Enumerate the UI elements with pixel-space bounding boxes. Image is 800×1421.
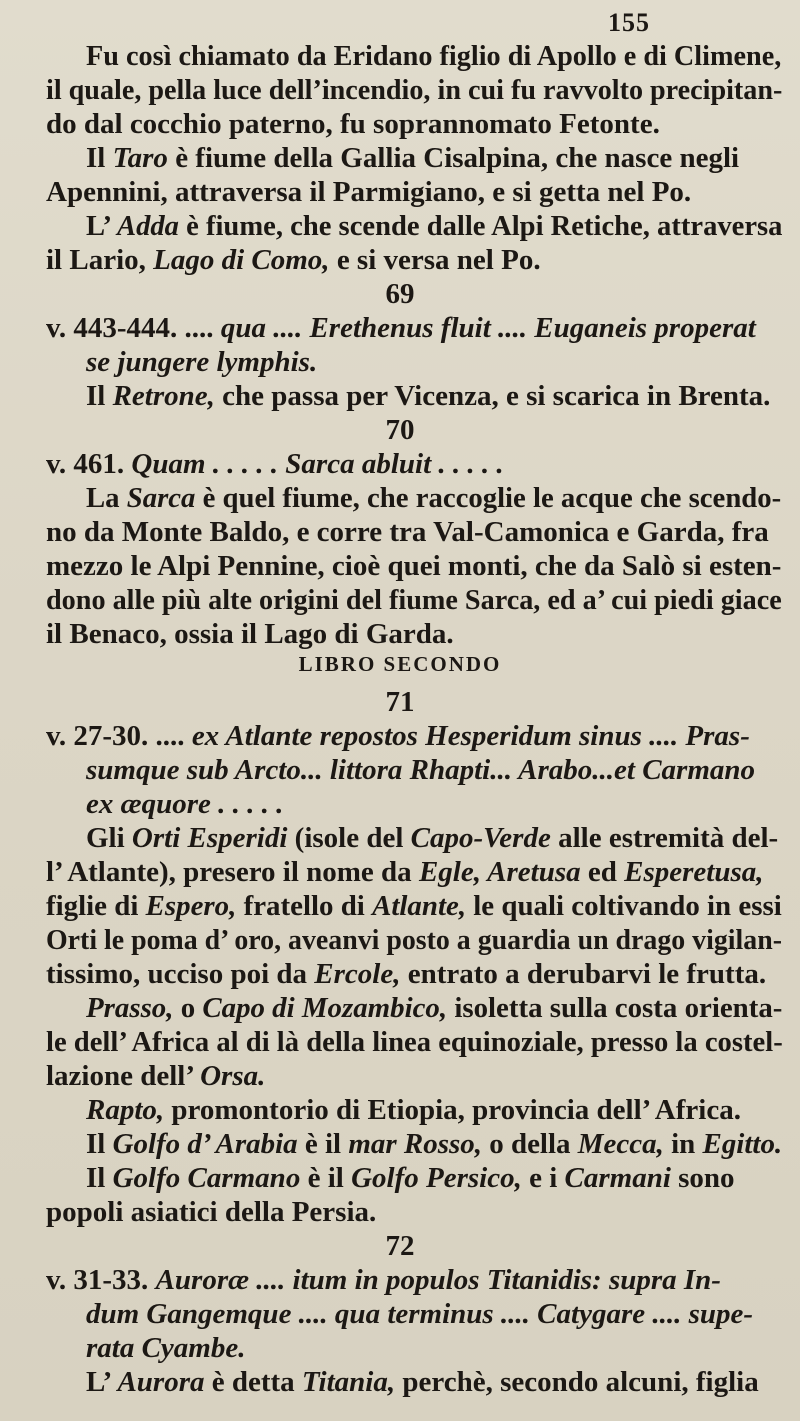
text-span: in	[663, 1128, 703, 1160]
person-name: Egle, Aretusa	[418, 856, 581, 888]
text-line	[86, 994, 782, 1023]
text-span: L’	[86, 1366, 118, 1398]
text-span: figlie di	[46, 890, 146, 922]
text-span: dono alle più alte origini del fiume Sarca, ed a’ cui piedi giace	[46, 584, 782, 616]
text-span: è quel fiume, che raccoglie le acque che scendo-	[195, 482, 782, 514]
text-span: v. 461.	[46, 448, 132, 480]
place-name: Orti Esperidi	[131, 822, 288, 854]
text-span: perchè, secondo alcuni, figlia	[395, 1366, 759, 1398]
text-span: e i	[521, 1162, 565, 1194]
verse-reference	[86, 1334, 246, 1363]
latin-quote: Quam . . . . . Sarca abluit . . . . .	[131, 448, 504, 480]
person-name: Ercole,	[314, 958, 401, 990]
text-span: 70	[385, 414, 415, 446]
text-span: Fu così chiamato da Eridano figlio di Apollo e di Climene,	[86, 40, 782, 72]
text-line	[86, 824, 778, 853]
place-name: Orsa.	[200, 1060, 266, 1092]
text-span: 69	[385, 278, 415, 310]
person-name: Espero,	[145, 890, 237, 922]
section-heading	[0, 654, 800, 675]
text-span: e si versa nel Po.	[329, 244, 541, 276]
text-line	[86, 1368, 759, 1397]
verse-reference	[86, 790, 283, 819]
text-span: ed	[580, 856, 625, 888]
text-line	[46, 620, 454, 649]
latin-quote: sumque sub Arcto... littora Rhapti... Arabo...et Carmano	[86, 754, 756, 786]
text-line	[86, 484, 781, 513]
text-span: l’ Atlante), presero il nome da	[46, 856, 419, 888]
text-span: popoli asiatici della Persia.	[46, 1196, 377, 1228]
latin-quote: rata Cyambe.	[86, 1332, 246, 1364]
river-name: Sarca	[126, 482, 196, 514]
text-line	[46, 110, 660, 139]
people-name: Carmani	[564, 1162, 671, 1194]
text-span: è fiume, che scende dalle Alpi Retiche, attraversa	[178, 210, 783, 242]
note-number	[0, 280, 800, 309]
text-line	[46, 1062, 265, 1091]
verse-reference	[46, 450, 504, 479]
place-name: Golfo Carmano	[112, 1162, 301, 1194]
lake-name: Lago di Como,	[153, 244, 330, 276]
place-name: Mecca,	[577, 1128, 664, 1160]
text-line	[46, 246, 541, 275]
text-span: no da Monte Baldo, e corre tra Val-Camonica e Garda, fra	[46, 516, 769, 548]
text-span: 71	[385, 686, 415, 718]
text-span: è il	[297, 1128, 349, 1160]
text-line	[46, 178, 691, 207]
text-span: Il	[86, 1162, 113, 1194]
verse-reference	[86, 1300, 753, 1329]
text-span: è fiume della Gallia Cisalpina, che nasce negli	[167, 142, 740, 174]
text-span: isoletta sulla costa orienta-	[447, 992, 783, 1024]
text-span: v. 31-33.	[46, 1264, 156, 1296]
verse-reference	[86, 348, 317, 377]
text-line	[86, 1096, 741, 1125]
text-span: lazione dell’	[46, 1060, 201, 1092]
text-span: promontorio di Etiopia, provincia dell’ Africa.	[164, 1094, 741, 1126]
text-span: è detta	[204, 1366, 302, 1398]
text-span: il Lario,	[46, 244, 154, 276]
place-name: Prasso,	[86, 992, 174, 1024]
text-span: mezzo le Alpi Pennine, cioè quei monti, che da Salò si esten-	[46, 550, 782, 582]
text-line	[46, 552, 781, 581]
note-number	[0, 416, 800, 445]
text-span: il quale, pella luce dell’incendio, in cui fu ravvolto precipitan-	[46, 74, 783, 106]
place-name: Golfo Persico,	[351, 1162, 522, 1194]
verse-reference	[86, 756, 755, 785]
text-span: Apennini, attraversa il Parmigiano, e si getta nel Po.	[46, 176, 692, 208]
text-span: o della	[481, 1128, 578, 1160]
text-span: le dell’ Africa al di là della linea equinoziale, presso la costel-	[46, 1026, 783, 1058]
note-number	[0, 1232, 800, 1261]
place-name: Rapto,	[86, 1094, 165, 1126]
river-name: Retrone,	[112, 380, 215, 412]
latin-quote: ex æquore . . . . .	[86, 788, 284, 820]
text-span: è il	[300, 1162, 352, 1194]
text-span: v. 443-444. ....	[46, 312, 221, 344]
verse-reference	[46, 722, 750, 751]
text-line	[46, 518, 769, 547]
text-span: v. 27-30. ....	[46, 720, 192, 752]
text-span: Gli	[86, 822, 132, 854]
text-span: 72	[385, 1230, 415, 1262]
text-line	[86, 1130, 782, 1159]
text-line	[46, 1028, 783, 1057]
place-name: Egitto.	[702, 1128, 783, 1160]
text-line	[46, 586, 782, 615]
place-name: Golfo d’ Arabia	[112, 1128, 298, 1160]
text-line	[86, 42, 781, 71]
text-span: Il	[86, 380, 113, 412]
latin-quote: qua .... Erethenus fluit .... Euganeis properat	[220, 312, 756, 344]
text-span: fratello di	[236, 890, 373, 922]
epithet: Titania,	[301, 1366, 396, 1398]
place-name: Capo-Verde	[410, 822, 551, 854]
river-name: Taro	[112, 142, 168, 174]
text-span: La	[86, 482, 127, 514]
text-line	[86, 382, 770, 411]
text-span: sono	[670, 1162, 735, 1194]
place-name: Capo di Mozambico,	[202, 992, 448, 1024]
text-line	[86, 144, 739, 173]
note-number	[0, 688, 800, 717]
text-span: entrato a derubarvi le frutta.	[400, 958, 767, 990]
text-span: alle estremità del-	[550, 822, 779, 854]
text-line	[46, 960, 766, 989]
river-name: Adda	[116, 210, 179, 242]
text-span: do dal cocchio paterno, fu soprannomato Fetonte.	[46, 108, 660, 140]
text-span: L’	[86, 210, 117, 242]
text-line	[46, 892, 782, 921]
text-span: tissimo, ucciso poi da	[46, 958, 315, 990]
text-line	[46, 76, 782, 105]
text-line	[46, 1198, 376, 1227]
latin-quote: dum Gangemque .... qua terminus .... Catygare .... supe-	[86, 1298, 754, 1330]
verse-reference	[46, 314, 756, 343]
page-number: 155	[608, 8, 650, 37]
text-span: (isole del	[287, 822, 411, 854]
text-span: Orti le poma d’ oro, aveanvi posto a guardia un drago vigilan-	[46, 924, 783, 956]
latin-quote: Auroræ .... itum in populos Titanidis: supra In-	[155, 1264, 721, 1296]
text-line	[46, 926, 782, 955]
person-name: Esperetusa,	[624, 856, 764, 888]
text-span: che passa per Vicenza, e si scarica in Brenta.	[214, 380, 771, 412]
text-line	[86, 1164, 735, 1193]
person-name: Atlante,	[372, 890, 467, 922]
text-line	[86, 212, 782, 241]
text-span: le quali coltivando in essi	[466, 890, 782, 922]
person-name: Aurora	[117, 1366, 205, 1398]
text-span: o	[173, 992, 203, 1024]
text-span: Il	[86, 142, 113, 174]
latin-quote: se jungere lymphis.	[86, 346, 318, 378]
text-line	[46, 858, 764, 887]
text-span: il Benaco, ossia il Lago di Garda.	[46, 618, 454, 650]
latin-quote: ex Atlante repostos Hesperidum sinus .... Pras-	[191, 720, 750, 752]
text-span: Il	[86, 1128, 113, 1160]
text-span: LIBRO SECONDO	[298, 652, 502, 676]
place-name: mar Rosso,	[348, 1128, 482, 1160]
verse-reference	[46, 1266, 721, 1295]
